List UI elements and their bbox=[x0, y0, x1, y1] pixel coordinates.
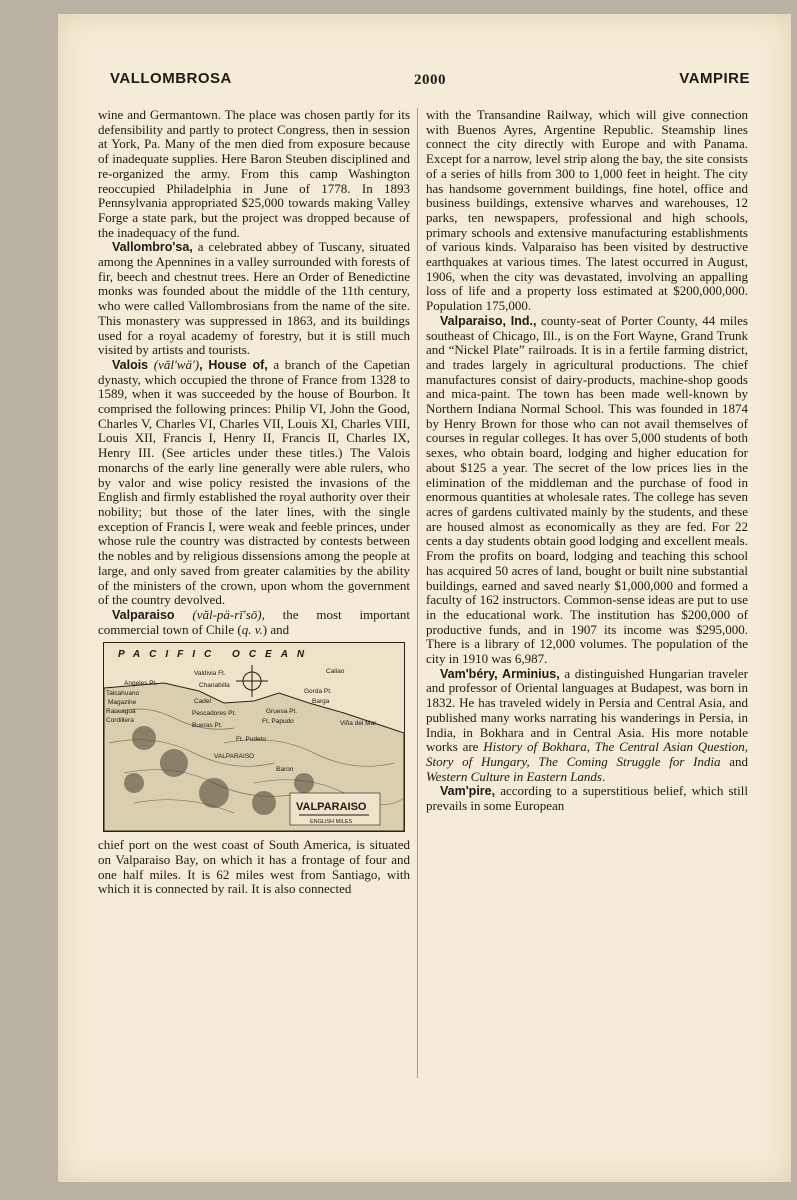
valparaiso-continuation: with the Transandine Railway, which will give connection with Buenos Ayres, Argentine Republic. Steamship lines connect the city directly with Europe and with Panama. Except for a narrow, level strip along the bay, the site consists of a series of hills from 300 to 1,000 feet in height. The city has handsome government buildings, fine hotel, office and business buildings, extensive wharves and warehouses, 12 parks, ten newspapers, professional and high schools, primary schools and extensive manufacturing establishments of various kinds. Valparaiso has been visited by destructive earthquakes at various times. The latest occurred in August, 1906, when the city was devastated, involving an appalling loss of life and a property loss estimated at $200,000,000. Population 175,000. bbox=[426, 107, 748, 314]
map-label: Baron bbox=[276, 766, 294, 774]
map-label: Gruesa Pt. bbox=[266, 708, 298, 716]
map-label: Viña del Mar bbox=[340, 720, 377, 728]
column-divider bbox=[417, 108, 418, 1078]
map-label: Callao bbox=[326, 668, 345, 676]
entry-vallombrosa bbox=[98, 240, 410, 358]
entry-valois bbox=[98, 358, 410, 608]
headword: Vam'béry, Arminius, bbox=[440, 666, 560, 681]
valparaiso-continued: chief port on the west coast of South America, is situated on Valparaiso Bay, on which it has a frontage of four and one half miles. It is 62 miles west from Santiago, with which it is connected by rail. It is also connected bbox=[98, 837, 410, 897]
entry-text: and bbox=[720, 753, 748, 769]
entry-text: a celebrated abbey of Tuscany, situated among the Apennines in a valley surrounded with forests of fir, beech and chestnut trees. Here an Order of Benedictine monks was founded about the middle of the 11th century, who were called Vallombrosians from the name of the site. This monastery was suppressed in 1863, and its buildings used for a royal academy of forestry, but it is still much visited by artists and tourists. bbox=[98, 239, 410, 358]
right-column bbox=[426, 108, 748, 814]
entry-text: ) and bbox=[262, 621, 290, 637]
entry-text: , the most important commercial town of Chile ( bbox=[98, 606, 411, 637]
right-guide-word: VAMPIRE bbox=[679, 70, 750, 87]
pronunciation: (văl'wä') bbox=[153, 356, 200, 372]
map-label: Bueras Pt. bbox=[192, 722, 223, 730]
left-column bbox=[98, 108, 410, 897]
headword: Vam'pire, bbox=[440, 784, 496, 799]
map-label: Barga bbox=[312, 698, 330, 706]
map-label: Ft. Papudo bbox=[262, 718, 294, 726]
entry-valparaiso bbox=[98, 608, 410, 637]
entry-text: a distinguished Hungarian traveler and professor of Oriental languages at Budapest, was born in 1832. He has traveled widely in Persia and Central Asia, and published many works narrating his wanderings in Persia, in India, in Bokhara and in Central Asia. His more notable works are bbox=[426, 665, 748, 755]
entry-valparaiso-indiana bbox=[426, 314, 748, 667]
entry-text: county-seat of Porter County, 44 miles southeast of Chicago, Ill., is on the Fort Wayne, Grand Trunk and “Nickel Plate” railroads. It is in a fertile farming district, and trades largely in agricultural productions. The chief manufactures consist of dairy-products, machine-shop goods and mica-paint. The town has been made well-known by Northern Indiana Normal School. This was founded in 1874 by Henry Brown for those who can not avail themselves of courses in regular colleges. It has over 5,000 students of both sexes, who obtain board, lodging and higher education for about $125 a year. The secret of the low prices lies in the elimination of the middleman and the purchase of food in enormous quantities at wholesale rates. The college has seven acres of gardens cultivated mainly by the students, and these are housed almost as economically as they are fed. For 22 cents a day students obtain good lodging and excellent meals. From the profits on board, lodging and teaching this school has acquired 50 acres of land, bought or built nine substantial buildings, earned and saved nearly $1,000,000 and formed a faculty of 162 instructors. Common-sense ideas are put to use in the educational work. The institution has $200,000 of productive funds, and in 1907 its income was $295,000. There is a library of 12,000 volumes. The population of the city in 1910 was 6,987. bbox=[426, 312, 748, 667]
headword: Valois bbox=[112, 357, 149, 372]
map-label: Talcahuano bbox=[106, 690, 140, 698]
valley-forge-continuation: wine and Germantown. The place was chosen partly for its defensibility and partly to protect Congress, then in session at York, Pa. Many of the men died from exposure because of inadequate supplies. Here Baron Steuben disciplined and re-organized the army. From this camp Washington reoccupied Philadelphia in June of 1778. In 1893 Pennsylvania appropriated $25,000 towards making Valley Forge a state park, but the project was dropped because of the inadequacy of the fund. bbox=[98, 107, 410, 240]
cross-reference: q. v. bbox=[241, 621, 263, 637]
pronunciation: (văl-pä-rī'sō) bbox=[192, 606, 262, 622]
page-number: 2000 bbox=[414, 72, 446, 88]
works-titles: History of Bokhara, The Central Asian Question, Story of Hungary, The Coming Struggle for India bbox=[426, 739, 748, 769]
works-titles: Western Culture in Eastern Lands bbox=[426, 768, 602, 784]
entry-vampire bbox=[426, 784, 748, 813]
map-title: VALPARAISO bbox=[296, 801, 367, 814]
map-label: Pescadores Pt. bbox=[192, 710, 237, 718]
map-label: Rancagua bbox=[106, 708, 136, 716]
valparaiso-map bbox=[103, 642, 405, 832]
entry-text: . bbox=[602, 768, 606, 784]
map-label: Ft. Pudeto bbox=[236, 736, 266, 744]
map-label: Cadel bbox=[194, 698, 211, 706]
map-scale: ENGLISH MILES bbox=[310, 819, 353, 826]
entry-text: a branch of the Capetian dynasty, which occupied the throne of France from 1328 to 1589, when it was succeeded by the house of Bourbon. It comprised the following princes: Philip VI, John the Good, Charles V, Charles VI, Charles VII, Louis XI, Charles VIII, Louis XII, Francis I, Henry II, Francis II, Charles IX, Henry III. (See articles under these titles.) The Valois monarchs of the early line generally were able rulers, who by valor and wise policy resisted the invasions of the English and firmly established the royal authority over their nobility; but those of the later lines, with the single exception of Francis I, were weak and feeble princes, under whose rule the country was distracted by contests between the nobles and by religious dissensions among the people at large, and only saved from greater calamities by the ability of the ministers of the crown, upon whom the government of the country devolved. bbox=[98, 356, 410, 608]
map-label: Angeles Pt. bbox=[124, 680, 158, 688]
map-label: Gorda Pt. bbox=[304, 688, 332, 696]
entry-vambery bbox=[426, 667, 748, 785]
headword: Valparaiso bbox=[112, 607, 175, 622]
map-label: Valdivia Ft. bbox=[194, 670, 226, 678]
map-label: Chanabilla bbox=[199, 682, 230, 690]
headword: Valparaiso, Ind., bbox=[440, 313, 537, 328]
map-ocean-label: PACIFIC OCEAN bbox=[118, 649, 314, 661]
map-label: Magazine bbox=[108, 699, 137, 707]
headword: Vallombro'sa, bbox=[112, 240, 193, 255]
map-label: Cordillera bbox=[106, 717, 134, 725]
left-guide-word: VALLOMBROSA bbox=[110, 70, 232, 87]
page-header bbox=[110, 70, 750, 92]
entry-text: according to a superstitious belief, which still prevails in some European bbox=[426, 783, 748, 814]
map-label: VALPARAISO bbox=[214, 753, 255, 761]
headword-suffix: , House of, bbox=[199, 357, 268, 372]
